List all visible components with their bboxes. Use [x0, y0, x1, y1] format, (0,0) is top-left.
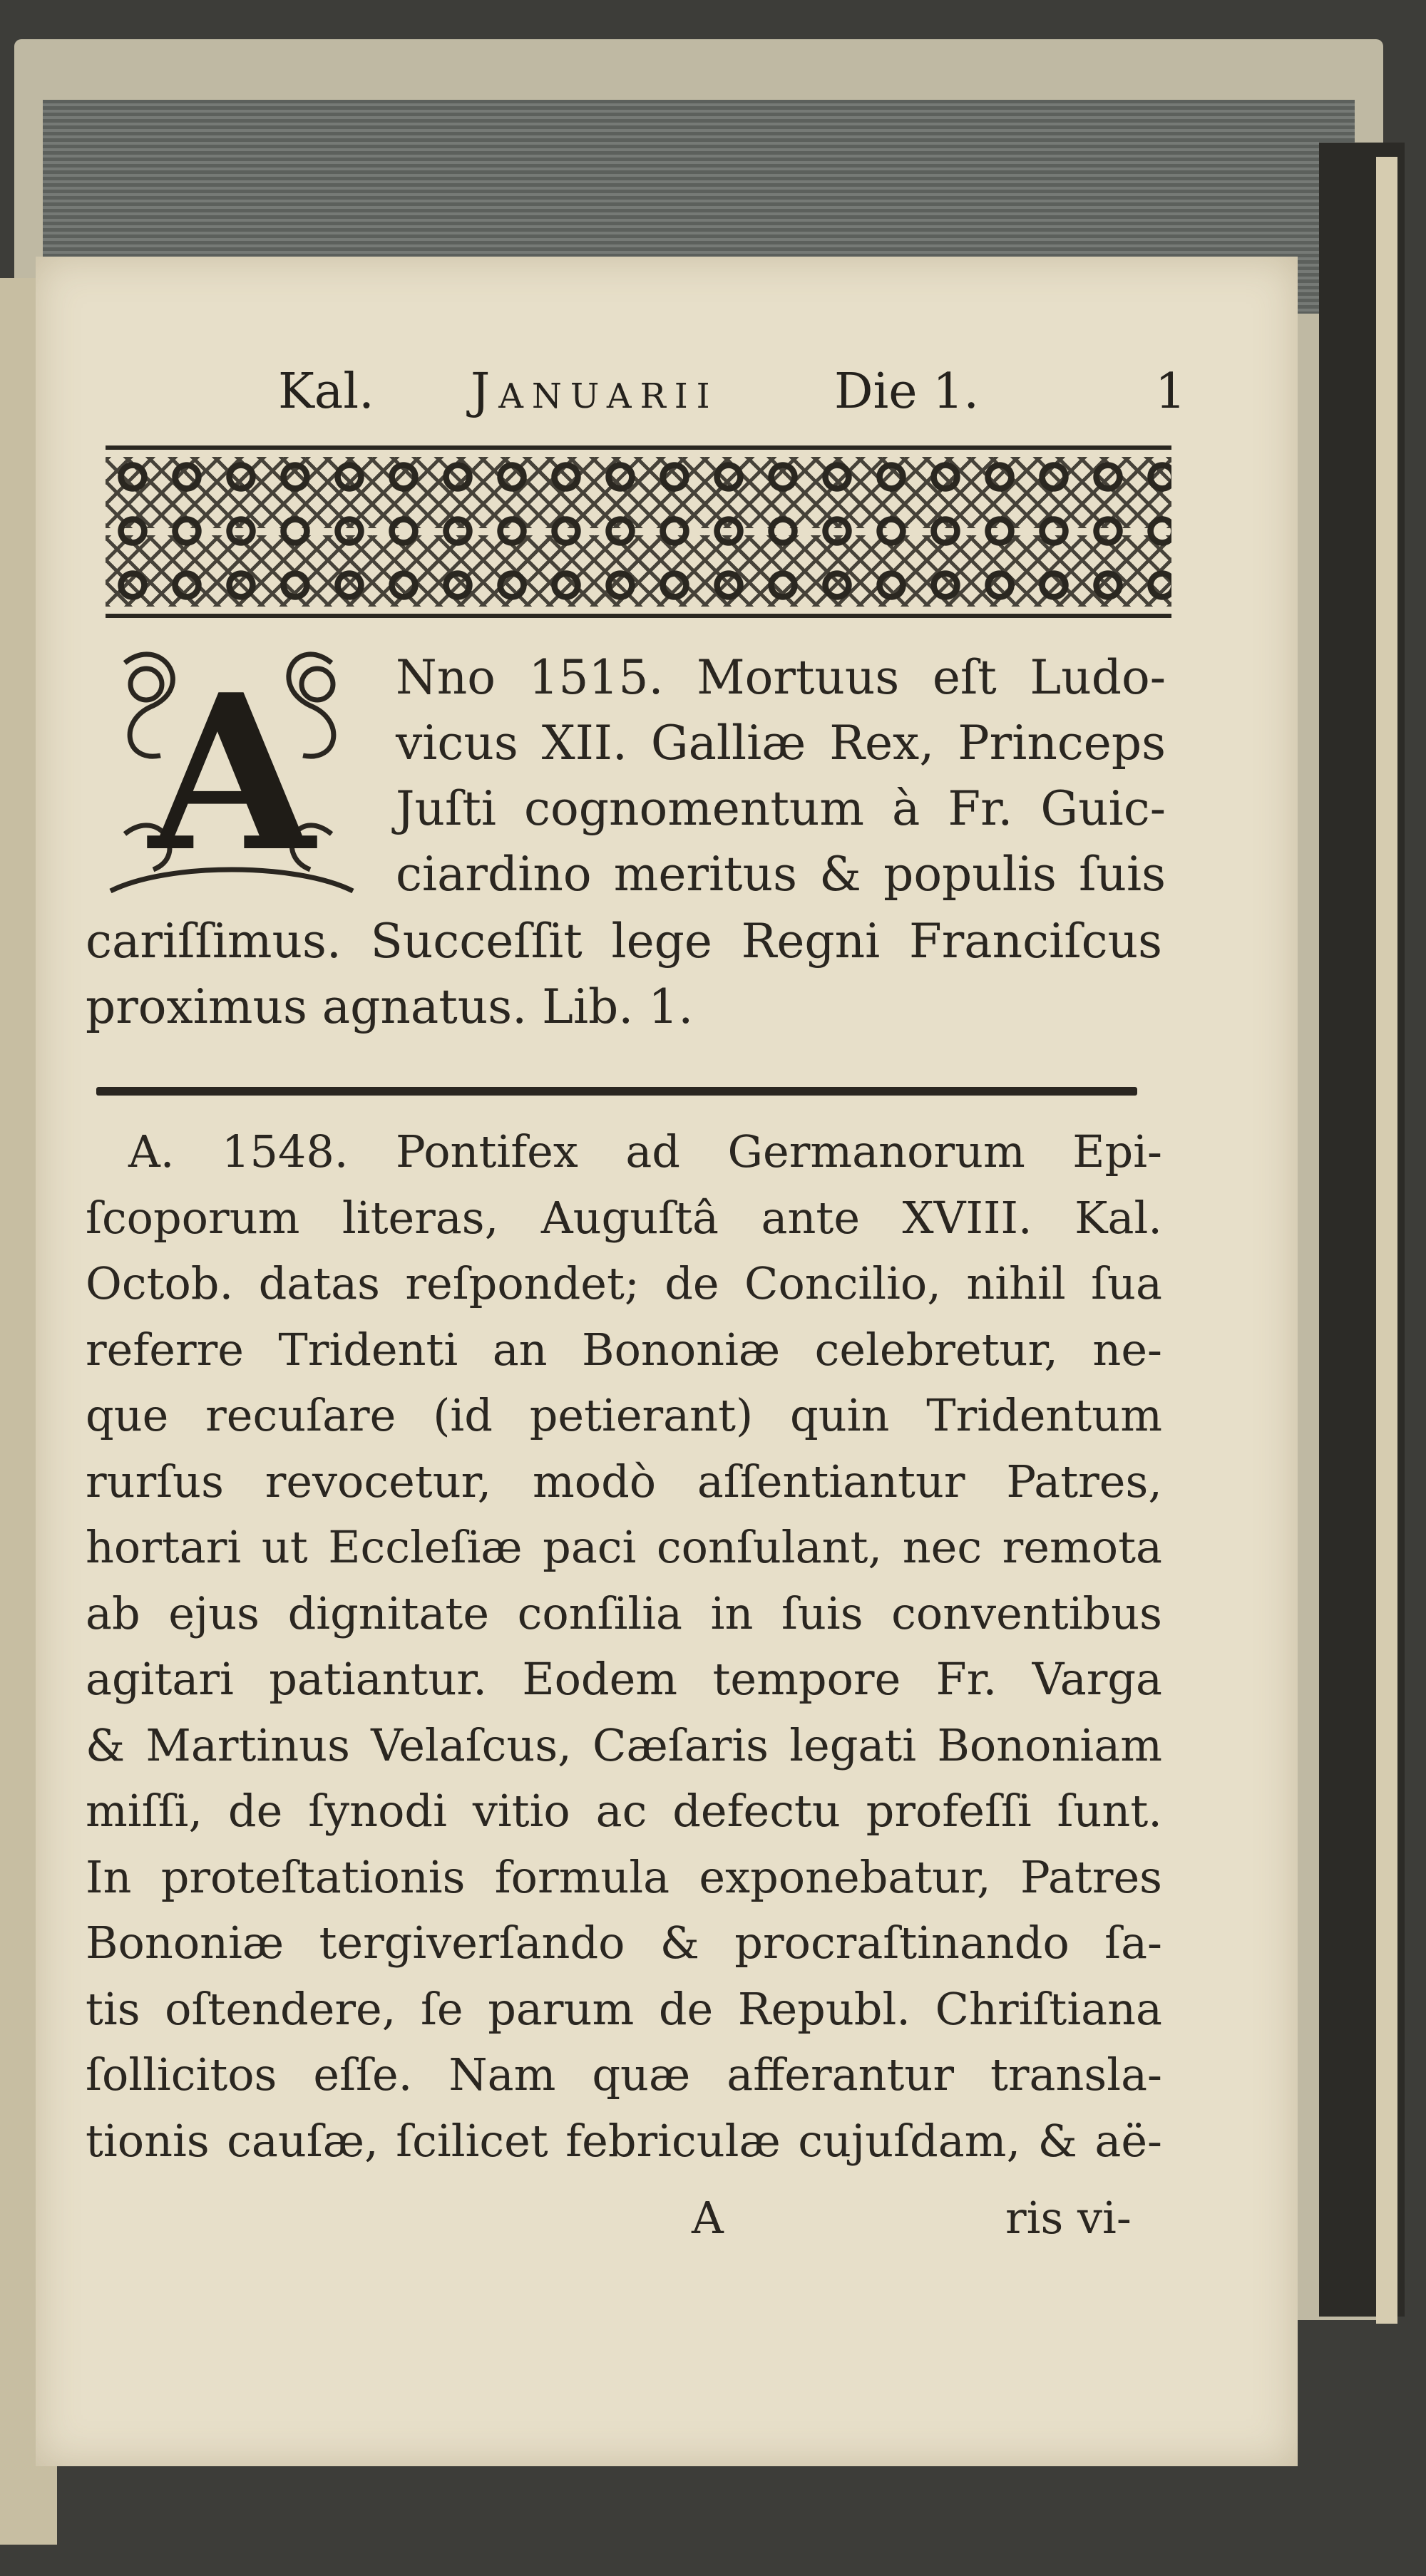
- initial-letter: A: [148, 647, 315, 899]
- text-line: Juſti cognomentum à Fr. Guic-: [396, 781, 1166, 836]
- text-line: ſollicitos eſſe. Nam quæ afferantur transla-: [86, 2049, 1162, 2101]
- header-month: Januarii: [471, 364, 719, 420]
- text-line: & Martinus Velaſcus, Cæſaris legati Bononiam: [86, 1719, 1162, 1771]
- text-line: tis oſtendere, ſe parum de Republ. Chriſtiana: [86, 1982, 1162, 2035]
- running-header: [278, 364, 1184, 442]
- entry-1515-continuation: [86, 909, 1162, 1040]
- text-line: hortari ut Eccleſiæ paci conſulant, nec remota: [86, 1521, 1162, 1573]
- text-line: vicus XII. Galliæ Rex, Princeps: [396, 716, 1166, 771]
- text-line: In proteſtationis formula exponebatur, Patres: [86, 1850, 1162, 1903]
- catchline: [86, 2192, 1155, 2256]
- header-kal: Kal.: [278, 364, 374, 420]
- text-line: Octob. datas reſpondet; de Concilio, nihil ſua: [86, 1257, 1162, 1309]
- header-day: Die 1.: [834, 364, 980, 420]
- section-rule: [96, 1087, 1137, 1096]
- ornament-row: [106, 535, 1171, 607]
- text-line: ab ejus dignitate conſilia in ſuis conventibus: [86, 1587, 1162, 1639]
- text-line: ciardino meritus & populis ſuis: [396, 847, 1166, 902]
- text-line: ſcoporum literas, Auguſtâ ante XVIII. Kal.: [86, 1191, 1162, 1244]
- text-line: cariſſimus. Succeſſit lege Regni Franciſcus: [86, 914, 1162, 969]
- text-line: tionis cauſæ, ſcilicet febriculæ cujuſdam, & aë-: [86, 2114, 1162, 2167]
- text-line: que recuſare (id petierant) quin Tridentum: [86, 1389, 1162, 1441]
- decorated-initial: [96, 620, 367, 905]
- ornament-row: [106, 457, 1171, 528]
- text-line: rurſus revocetur, modò aſſentiantur Patres,: [86, 1455, 1162, 1508]
- text-line: referre Tridenti an Bononiæ celebretur, ne-: [86, 1323, 1162, 1376]
- book-cover-edge: [1376, 157, 1397, 2324]
- ornamental-headpiece: [106, 445, 1171, 618]
- text-line: Bononiæ tergiverſando & procraſtinando ſa-: [86, 1917, 1162, 1969]
- text-line: agitari patiantur. Eodem tempore Fr. Varga: [86, 1653, 1162, 1705]
- folio-number: 1: [1155, 364, 1186, 420]
- catchword: ris vi-: [1005, 2192, 1132, 2244]
- signature-mark: A: [692, 2192, 724, 2244]
- entry-1515-indented: [396, 645, 1166, 907]
- text-line: Nno 1515. Mortuus eſt Ludo-: [396, 650, 1166, 705]
- text-line: miſſi, de ſynodi vitio ac defectu profeſſi ſunt.: [86, 1785, 1162, 1837]
- entry-1548: [86, 1119, 1162, 2174]
- text-line: A. 1548. Pontifex ad Germanorum Epi-: [128, 1125, 1162, 1178]
- text-line: proximus agnatus. Lib. 1.: [86, 979, 694, 1034]
